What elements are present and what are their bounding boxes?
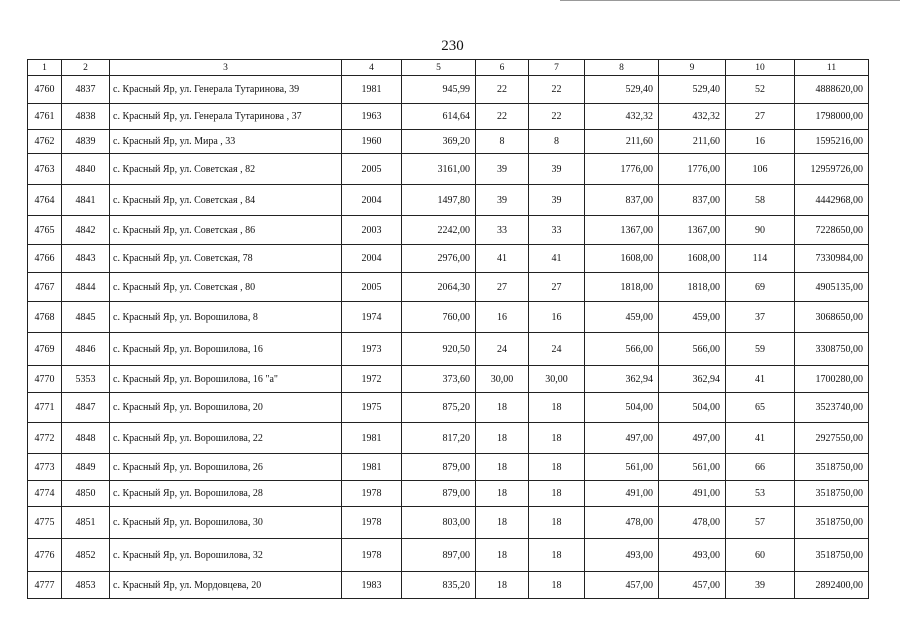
table-cell: 4764 [28, 185, 62, 216]
table-cell: 529,40 [659, 76, 726, 104]
table-cell: 65 [726, 393, 795, 423]
table-cell: 4774 [28, 481, 62, 507]
table-cell: 1818,00 [659, 273, 726, 302]
table-cell: 2003 [342, 216, 402, 245]
table-cell: 561,00 [659, 454, 726, 481]
table-row [28, 454, 869, 481]
table-cell: 561,00 [585, 454, 659, 481]
table-cell: 2242,00 [402, 216, 476, 245]
table-cell: с. Красный Яр, ул. Советская , 84 [110, 185, 342, 216]
table-cell: 2004 [342, 245, 402, 273]
table-cell: 3068650,00 [795, 302, 869, 333]
table-cell: 1973 [342, 333, 402, 366]
table-cell: с. Красный Яр, ул. Ворошилова, 16 [110, 333, 342, 366]
table-cell: 69 [726, 273, 795, 302]
table-cell: 3518750,00 [795, 454, 869, 481]
table-row [28, 104, 869, 130]
table-cell: с. Красный Яр, ул. Ворошилова, 26 [110, 454, 342, 481]
table-cell: 57 [726, 507, 795, 539]
table-cell: с. Красный Яр, ул. Ворошилова, 32 [110, 539, 342, 572]
table-cell: 22 [476, 104, 529, 130]
table-cell: 3518750,00 [795, 481, 869, 507]
table-cell: 60 [726, 539, 795, 572]
table-row [28, 507, 869, 539]
table-cell: 945,99 [402, 76, 476, 104]
table-cell: 4771 [28, 393, 62, 423]
table-cell: 8 [476, 130, 529, 154]
table-cell: 18 [529, 423, 585, 454]
table-row [28, 76, 869, 104]
table-cell: 18 [476, 539, 529, 572]
table-cell: 1972 [342, 366, 402, 393]
table-cell: 920,50 [402, 333, 476, 366]
table-cell: 879,00 [402, 481, 476, 507]
table-cell: 362,94 [585, 366, 659, 393]
table-row [28, 185, 869, 216]
table-cell: 491,00 [659, 481, 726, 507]
table-cell: 41 [529, 245, 585, 273]
table-cell: 491,00 [585, 481, 659, 507]
table-cell: 4770 [28, 366, 62, 393]
table-cell: 4769 [28, 333, 62, 366]
table-cell: 33 [476, 216, 529, 245]
column-header: 6 [476, 60, 529, 76]
table-cell: с. Красный Яр, ул. Мира , 33 [110, 130, 342, 154]
table-cell: 1981 [342, 423, 402, 454]
column-header: 7 [529, 60, 585, 76]
column-header: 1 [28, 60, 62, 76]
table-row [28, 302, 869, 333]
table-cell: 493,00 [659, 539, 726, 572]
table-cell: 3518750,00 [795, 507, 869, 539]
table-cell: 369,20 [402, 130, 476, 154]
column-header: 9 [659, 60, 726, 76]
table-cell: 18 [476, 507, 529, 539]
table-cell: 1595216,00 [795, 130, 869, 154]
table-row [28, 393, 869, 423]
table-cell: с. Красный Яр, ул. Ворошилова, 30 [110, 507, 342, 539]
table-cell: с. Красный Яр, ул. Ворошилова, 20 [110, 393, 342, 423]
table-cell: 835,20 [402, 572, 476, 599]
table-row [28, 481, 869, 507]
table-cell: 2005 [342, 154, 402, 185]
table-cell: 18 [529, 572, 585, 599]
table-cell: 875,20 [402, 393, 476, 423]
column-header: 5 [402, 60, 476, 76]
table-cell: с. Красный Яр, ул. Советская , 86 [110, 216, 342, 245]
table-cell: 30,00 [529, 366, 585, 393]
table-cell: 837,00 [585, 185, 659, 216]
table-cell: 16 [476, 302, 529, 333]
table-cell: 4762 [28, 130, 62, 154]
table-cell: 37 [726, 302, 795, 333]
table-cell: 22 [529, 76, 585, 104]
table-cell: 39 [476, 185, 529, 216]
table-cell: 4775 [28, 507, 62, 539]
table-cell: с. Красный Яр, ул. Ворошилова, 8 [110, 302, 342, 333]
table-cell: 8 [529, 130, 585, 154]
table-cell: 4766 [28, 245, 62, 273]
table-cell: с. Красный Яр, ул. Генерала Тутаринова, 39 [110, 76, 342, 104]
table-row [28, 423, 869, 454]
table-cell: 4850 [62, 481, 110, 507]
table-cell: 529,40 [585, 76, 659, 104]
table-cell: 41 [726, 366, 795, 393]
table-cell: 4765 [28, 216, 62, 245]
table-cell: 66 [726, 454, 795, 481]
table-cell: 1978 [342, 539, 402, 572]
table-cell: 4905135,00 [795, 273, 869, 302]
table-cell: 39 [476, 154, 529, 185]
table-row [28, 273, 869, 302]
table-cell: 12959726,00 [795, 154, 869, 185]
table-cell: 4852 [62, 539, 110, 572]
table-row [28, 130, 869, 154]
table-cell: 1978 [342, 481, 402, 507]
table-cell: 373,60 [402, 366, 476, 393]
table-cell: 879,00 [402, 454, 476, 481]
table-cell: 52 [726, 76, 795, 104]
table-cell: 614,64 [402, 104, 476, 130]
table-cell: 18 [476, 481, 529, 507]
table-cell: 4843 [62, 245, 110, 273]
table-cell: 4837 [62, 76, 110, 104]
table-cell: 2892400,00 [795, 572, 869, 599]
table-cell: 24 [476, 333, 529, 366]
table-cell: с. Красный Яр, ул. Ворошилова, 16 "а" [110, 366, 342, 393]
table-cell: 41 [476, 245, 529, 273]
table-cell: 27 [726, 104, 795, 130]
table-cell: 53 [726, 481, 795, 507]
table-cell: 18 [476, 454, 529, 481]
table-cell: 18 [476, 572, 529, 599]
table-cell: 4844 [62, 273, 110, 302]
table-cell: 18 [476, 393, 529, 423]
table-cell: 1497,80 [402, 185, 476, 216]
table-cell: 4848 [62, 423, 110, 454]
table-cell: 211,60 [659, 130, 726, 154]
table-cell: 504,00 [659, 393, 726, 423]
table-cell: 1367,00 [585, 216, 659, 245]
table-cell: 27 [529, 273, 585, 302]
table-cell: 4838 [62, 104, 110, 130]
table-cell: 106 [726, 154, 795, 185]
table-cell: 41 [726, 423, 795, 454]
table-cell: 566,00 [659, 333, 726, 366]
table-cell: 4839 [62, 130, 110, 154]
table-cell: 4845 [62, 302, 110, 333]
table-cell: 897,00 [402, 539, 476, 572]
table-cell: 1798000,00 [795, 104, 869, 130]
table-cell: 3308750,00 [795, 333, 869, 366]
table-cell: 39 [529, 154, 585, 185]
table-cell: 1974 [342, 302, 402, 333]
table-cell: 362,94 [659, 366, 726, 393]
table-cell: с. Красный Яр, ул. Мордовцева, 20 [110, 572, 342, 599]
table-cell: 1608,00 [659, 245, 726, 273]
table-cell: 4442968,00 [795, 185, 869, 216]
table-cell: 27 [476, 273, 529, 302]
table-cell: 1975 [342, 393, 402, 423]
column-header: 10 [726, 60, 795, 76]
table-cell: 18 [529, 481, 585, 507]
page-number: 230 [441, 38, 464, 54]
table-cell: 4842 [62, 216, 110, 245]
table-cell: 3518750,00 [795, 539, 869, 572]
table-cell: 1776,00 [585, 154, 659, 185]
table-cell: с. Красный Яр, ул. Ворошилова, 28 [110, 481, 342, 507]
table-cell: 459,00 [659, 302, 726, 333]
table-row [28, 539, 869, 572]
scan-top-edge-line [560, 0, 900, 1]
table-cell: 1367,00 [659, 216, 726, 245]
table-cell: 457,00 [585, 572, 659, 599]
table-cell: 4777 [28, 572, 62, 599]
table-cell: 1776,00 [659, 154, 726, 185]
table-cell: 90 [726, 216, 795, 245]
table-cell: 7330984,00 [795, 245, 869, 273]
table-cell: 211,60 [585, 130, 659, 154]
table-cell: 3523740,00 [795, 393, 869, 423]
table-cell: 1983 [342, 572, 402, 599]
table-cell: с. Красный Яр, ул. Советская , 82 [110, 154, 342, 185]
table-cell: 4763 [28, 154, 62, 185]
table-cell: 16 [529, 302, 585, 333]
table-cell: 18 [476, 423, 529, 454]
table-cell: 457,00 [659, 572, 726, 599]
table-cell: 39 [529, 185, 585, 216]
table-cell: 22 [529, 104, 585, 130]
table-cell: 432,32 [585, 104, 659, 130]
table-cell: 114 [726, 245, 795, 273]
table-cell: 22 [476, 76, 529, 104]
table-cell: 2005 [342, 273, 402, 302]
table-cell: 4841 [62, 185, 110, 216]
register-table [27, 59, 869, 599]
table-cell: 3161,00 [402, 154, 476, 185]
table-cell: 837,00 [659, 185, 726, 216]
table-cell: 4761 [28, 104, 62, 130]
table-row [28, 245, 869, 273]
table-cell: 24 [529, 333, 585, 366]
table-cell: 1981 [342, 454, 402, 481]
table-cell: 39 [726, 572, 795, 599]
table-cell: 566,00 [585, 333, 659, 366]
table-cell: 4846 [62, 333, 110, 366]
table-cell: 2976,00 [402, 245, 476, 273]
table-cell: с. Красный Яр, ул. Генерала Тутаринова , 37 [110, 104, 342, 130]
table-cell: 59 [726, 333, 795, 366]
column-header: 2 [62, 60, 110, 76]
table-cell: 1818,00 [585, 273, 659, 302]
table-row [28, 216, 869, 245]
table-cell: 1608,00 [585, 245, 659, 273]
table-cell: 1960 [342, 130, 402, 154]
table-cell: 4888620,00 [795, 76, 869, 104]
table-cell: 478,00 [659, 507, 726, 539]
table-cell: 30,00 [476, 366, 529, 393]
table-cell: 497,00 [659, 423, 726, 454]
table-cell: 58 [726, 185, 795, 216]
table-cell: 18 [529, 507, 585, 539]
table-cell: 2927550,00 [795, 423, 869, 454]
table-cell: 803,00 [402, 507, 476, 539]
table-cell: 493,00 [585, 539, 659, 572]
table-row [28, 154, 869, 185]
table-cell: 4760 [28, 76, 62, 104]
table-cell: 478,00 [585, 507, 659, 539]
table-cell: 7228650,00 [795, 216, 869, 245]
table-cell: 497,00 [585, 423, 659, 454]
table-cell: 18 [529, 454, 585, 481]
table-cell: 4773 [28, 454, 62, 481]
table-cell: 432,32 [659, 104, 726, 130]
table-cell: 4772 [28, 423, 62, 454]
table-cell: 760,00 [402, 302, 476, 333]
table-cell: 4851 [62, 507, 110, 539]
table-cell: 2004 [342, 185, 402, 216]
table-cell: 4840 [62, 154, 110, 185]
table-row [28, 333, 869, 366]
table-cell: 4849 [62, 454, 110, 481]
table-cell: 1700280,00 [795, 366, 869, 393]
table-cell: 1963 [342, 104, 402, 130]
table-row [28, 366, 869, 393]
table-cell: 459,00 [585, 302, 659, 333]
table-cell: 18 [529, 393, 585, 423]
table-cell: 16 [726, 130, 795, 154]
table-cell: 4847 [62, 393, 110, 423]
table-cell: 4767 [28, 273, 62, 302]
table-cell: 4853 [62, 572, 110, 599]
table-row [28, 572, 869, 599]
table-cell: 1981 [342, 76, 402, 104]
table-cell: 1978 [342, 507, 402, 539]
table-cell: 504,00 [585, 393, 659, 423]
table-cell: 18 [529, 539, 585, 572]
table-cell: 817,20 [402, 423, 476, 454]
table-cell: с. Красный Яр, ул. Ворошилова, 22 [110, 423, 342, 454]
header-row [28, 60, 869, 76]
table-cell: 2064,30 [402, 273, 476, 302]
column-header: 3 [110, 60, 342, 76]
table-cell: 5353 [62, 366, 110, 393]
column-header: 11 [795, 60, 869, 76]
column-header: 8 [585, 60, 659, 76]
table-cell: 4768 [28, 302, 62, 333]
table-cell: с. Красный Яр, ул. Советская , 80 [110, 273, 342, 302]
table-cell: с. Красный Яр, ул. Советская, 78 [110, 245, 342, 273]
table-cell: 4776 [28, 539, 62, 572]
column-header: 4 [342, 60, 402, 76]
table-cell: 33 [529, 216, 585, 245]
